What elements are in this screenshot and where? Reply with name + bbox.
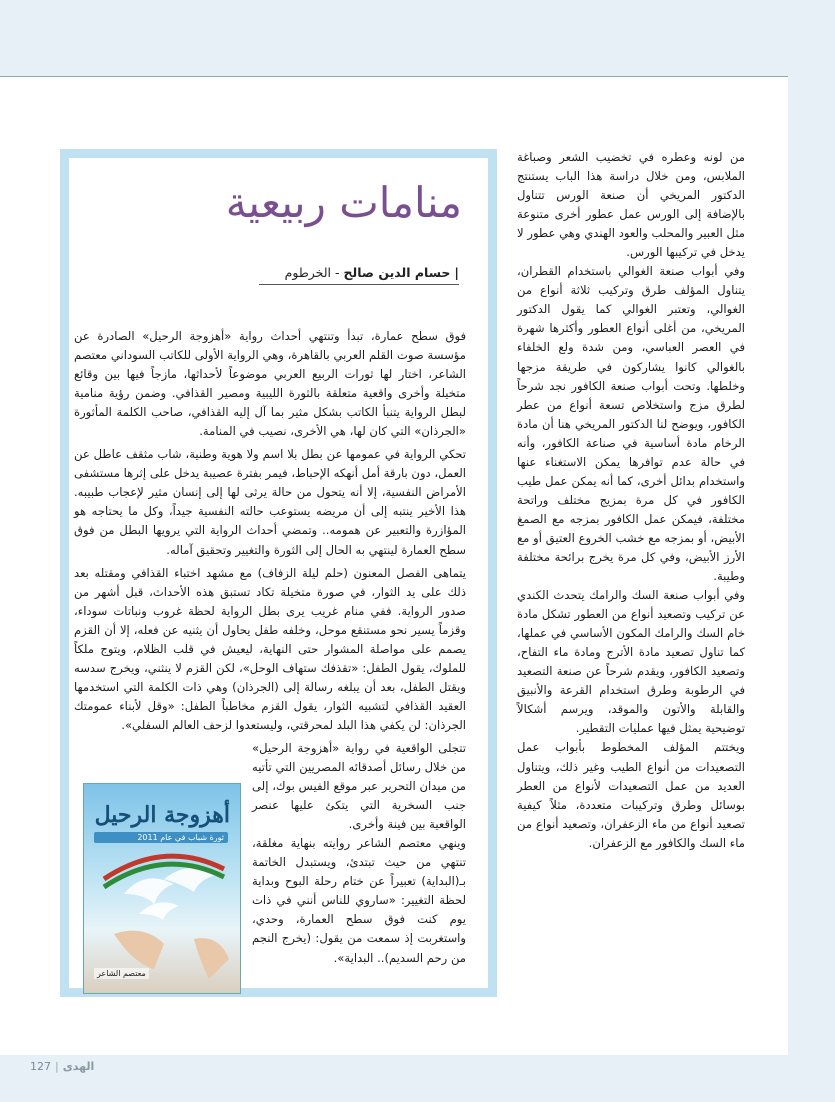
article-paragraph: يتماهى الفصل المعنون (حلم ليلة الزفاف) مع مشهد اختباء القذافي ومقتله بعد ذلك على يد الثوار، في صورة متخيلة تكاد تستبق هذه الأحداث، قبل أشهر من صدور الرواية. ففي منام غريب يرى بطل الرواية لحظة غروب ونباتات سوداء، وقزماً يسير نحو مستنقع موحل، وخلفه طفل يحاول أن يثنيه عن فعله، إلا أن القزم يصمم على مواصلة المشوار حتى النهاية، ليعيش في قلب الظلام، ويتوج ملكاً للملوك، يقول الطفل: «تقذفك ستهاف الوحل»، لكن القزم لا ينثني، ويخرج سدسه ويقتل الطفل، بعد أن يبلغه رسالة إلى (الجرذان) وهي ذات الكلمة التي استخدمها العقيد القذافي لتشبيه الثوار، يقول القزم مخاطباً الطفل: «وقل لأبناء عمومتك الجرذان: لن يكفي هذا البلد لمحرقتي، وليستعدوا لزحف العالم السفلي». xyxy=(74,565,466,732)
top-header-band xyxy=(0,0,835,77)
article-box xyxy=(60,149,497,997)
bottom-footer-band xyxy=(0,1055,835,1102)
book-cover-author: معتصم الشاعر xyxy=(94,968,149,979)
right-text-column xyxy=(517,148,745,853)
right-column-paragraph: وفي أبواب صنعة الغوالي باستخدام القطران، يتناول المؤلف طرق وتركيب ثلاثة أنواع من الغوالي، وتعتبر الغوالي كما يقول الدكتور المريخي، من أغلى أنواع العطور وأكثرها شهرة في العصر العباسي، ومن شدة ولع الخلفاء بالغوالي كانوا يشاركون في طريقة مزجها وخلطها. وتحت أبواب صنعة الكافور نجد شرحاً لطرق مزج واستخلاص تسعة أنواع من عطر الكافور، ويوضح لنا الدكتور المريخي هنا أن مادة الرخام مادة أساسية في صناعة الكافور، وأنه في حالة عدم توافرها يمكن الاستغناء عنها واستخدام بدائل أخرى، كما أنه يمكن عمل طيب الكافور في كل مرة بمزيج مختلف وراتحة مختلفة، فيمكن عمل الكافور بمزجه مع الصمغ الأبيض، أو بمزجه مع خشب الخروع العتيق أو مع الأرز الأبيض، وفي كل مرة يخرج برائحة مختلفة وطيبة. xyxy=(517,264,745,584)
article-paragraph: فوق سطح عمارة، تبدأ وتنتهي أحداث رواية «أهزوجة الرحيل» الصادرة عن مؤسسة صوت القلم العربي بالقاهرة، وهي الرواية الأولى للكاتب السوداني معتصم الشاعر، اختار لها ثورات الربيع العربي موضوعاً لأحداثها، مازجاً فيها بين وقائع متخيلة وأخرى واقعية متعلقة بالثورة الليبية ومصير القذافي. وضمن رؤية منامية لبطل الرواية يتنبأ الكاتب بشكل مثير بما آل إليه القذافي، صاحب الكلمة المأثورة «الجرذان» التي كان لها، هي الأخرى، نصيب في المنامة. xyxy=(74,329,466,439)
author-location: - الخرطوم xyxy=(284,265,340,280)
right-column-paragraph: ويختتم المؤلف المخطوط بأبواب عمل التصعيدات من أنواع الطيب وغير ذلك، ويتناول العديد من عمل التصعيدات لأنواع من العطر بوسائل وطرق وتركيبات متعددة، مثلاً كيفية تصعيد أنواع من ماء الزعفران، وتصعيد أنواع من ماء السك والكافور مع الزعفران. xyxy=(517,740,745,850)
article-paragraph: وينهي معتصم الشاعر روايته بنهاية مغلقة، تنتهي من حيث تبتدئ، ويستبدل الخاتمة بـ(البداية) تعبيراً عن ختام رحلة البوح وبداية لحظة التغيير: «ساروي للناس أنني في ذات يوم كنت فوق سطح العمارة، وحدي، واستغربت إذ سمعت من يقول: (يخرج النجم من رحم السديم).. البداية». xyxy=(252,836,466,965)
book-cover-subtitle: ثورة شباب في عام 2011 xyxy=(94,832,228,843)
article-inner xyxy=(69,158,488,988)
author-name: حسام الدين صالح xyxy=(343,265,451,280)
right-column-paragraph: وفي أبواب صنعة السك والرامك يتحدث الكندي عن تركيب وتصعيد أنواع من العطور تشكل مادة خام السك والرامك المكون الأساسي في عملها، كما تناول تصعيد مادة الأترج ومادة ماء التفاح، وتصعيد الكافور، ويقدم شرحاً عن صنعة التصعيد في الرطوبة وطرق استخدام القرعة والأنبيق والقابلة والأتون والموقد، ويرسم أشكالاً توضيحية يمثل فيها عمليات التقطير. xyxy=(517,588,745,736)
page-number-footer xyxy=(30,1056,94,1076)
byline xyxy=(259,265,459,285)
book-cover-image xyxy=(83,783,241,994)
right-column-paragraph: من لونه وعطره في تخضيب الشعر وصباغة الملابس، ومن خلال دراسة هذا الباب يستنتج الدكتور المريخي أن صنعة الورس تتناول بالإضافة إلى الورس عمل عطور أخرى متنوعة مثل العبير والمحلب والعود الهندي وهي عطور لا يدخل في تركيبها الورس. xyxy=(517,150,745,260)
byline-bar: | xyxy=(454,265,459,280)
footer-separator: | xyxy=(55,1059,59,1073)
right-margin-band xyxy=(788,0,835,1102)
article-paragraph: تحكي الرواية في عمومها عن بطل بلا اسم ولا هوية وطنية، شاب مثقف عاطل عن العمل، دون بارقة أمل أنهكه الإحباط، فيمر بفترة عصيبة يدخل على إثرها مستشفى الأمراض النفسية، إلا أنه يتحول من حالة يرثى لها إلى إنسان مثير لإعجاب طبيبه. هذا الأخير ينتبه إلى أن مريضه يستوعب حالته النفسية جيداً، وكل ما يحتاجه هو المؤازرة والتعبير عن همومه.. وتمضي أحداث الرواية التي يرويها البطل من فوق سطح العمارة لينتهي به الحال إلى الثورة والتغيير وتحقيق آماله. xyxy=(74,447,466,557)
wrapped-text xyxy=(252,739,466,968)
article-title: منامات ربيعية xyxy=(225,178,462,227)
article-paragraph: تتجلى الواقعية في رواية «أهزوجة الرحيل» من خلال رسائل أصدقائه المصريين التي تأتيه من ميدان التحرير عبر موقع الفيس بوك، إلى جنب السخرية التي يتكئ عليها عنصر الواقعية بين فينة وأخرى. xyxy=(252,740,466,832)
page-number: 127 xyxy=(30,1059,51,1073)
magazine-name: الهدى xyxy=(62,1059,95,1073)
book-cover-title: أهزوجة الرحيل xyxy=(94,802,230,828)
